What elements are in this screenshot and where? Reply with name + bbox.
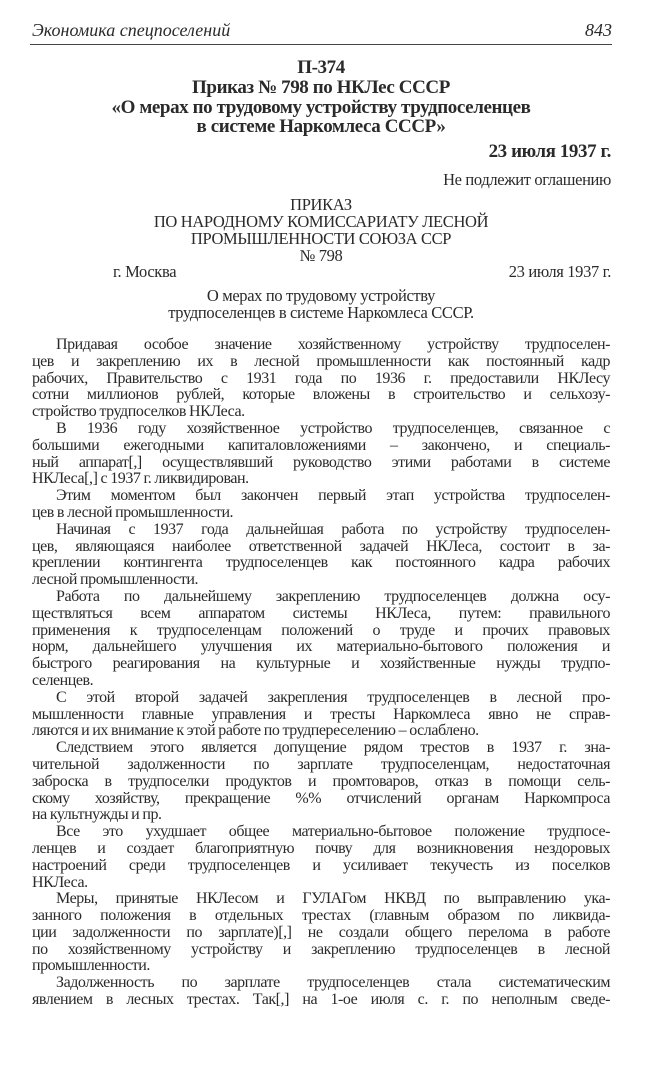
text-line: В 1936 году хозяйственное устройство трудпоселенцев, связанное с xyxy=(56,419,610,437)
paragraph xyxy=(32,690,610,740)
document-title-line: в системе Наркомлеса СССР» xyxy=(196,116,446,137)
order-subject-line: О мерах по трудовому устройству xyxy=(206,286,436,305)
paragraph xyxy=(32,522,610,589)
text-line: норм, дальнейшего улучшения их материально-бытового положения и xyxy=(32,638,610,656)
text-line: ляются и их внимание к этой работе по трудпереселению – ослаблено. xyxy=(32,722,479,740)
text-line: по хозяйственному устройству и закреплению трудпоселенцев в лесной xyxy=(32,940,610,958)
text-line: рабочих, Правительство с 1931 года по 1936 г. предоставили НКЛесу xyxy=(32,369,610,387)
text-line: быстрого реагирования на культурные и хозяйственные нужды трудпо- xyxy=(32,655,610,673)
text-line: на культнужды и пр. xyxy=(32,806,162,824)
paragraph xyxy=(32,740,610,824)
text-line: занного положения в отдельных трестах (главным образом по ликвида- xyxy=(32,907,610,925)
text-line: Придавая особое значение хозяйственному устройству трудпоселен- xyxy=(56,336,610,353)
text-line: цев и закреплению их в лесной промышленности как постоянный кадр xyxy=(32,352,610,370)
text-line: ленцев и создает благоприятную почву для возникновения нездоровых xyxy=(32,839,610,857)
order-place: г. Москва xyxy=(113,262,177,281)
paragraph xyxy=(32,421,610,488)
text-line: сотни миллионов рублей, которые вложены в строительство и сельхозу- xyxy=(32,386,610,404)
order-heading-line: ПРИКАЗ xyxy=(290,195,352,214)
classification-note: Не подлежит оглашению xyxy=(443,170,611,189)
text-line: Начиная с 1937 года дальнейшая работа по устройству трудпоселен- xyxy=(56,520,610,538)
text-line: явлением в лесных трестах. Так[,] на 1-ое июля с. г. по неполным сведе- xyxy=(32,991,610,1009)
text-line: Следствием этого является допущение рядом трестов в 1937 г. зна- xyxy=(56,739,610,757)
text-line: ный аппарат[,] осуществлявший руководство этими работами в системе xyxy=(32,453,610,471)
text-line: Задолженность по зарплате трудпоселенцев стала систематическим xyxy=(56,974,610,992)
text-line: заброска в трудпоселки продуктов и промтоваров, отказ в помощи сель- xyxy=(32,772,610,790)
order-subject-line: трудпоселенцев в системе Наркомлеса СССР. xyxy=(168,303,474,322)
order-heading-line: ПО НАРОДНОМУ КОМИССАРИАТУ ЛЕСНОЙ xyxy=(153,212,489,231)
running-head-title: Экономика спецпоселений xyxy=(32,20,231,40)
running-head xyxy=(30,20,612,45)
text-line: цев в лесной промышленности. xyxy=(32,503,234,521)
text-line: Работа по дальнейшему закреплению трудпоселенцев должна осу- xyxy=(56,587,610,605)
document-body xyxy=(32,337,610,1009)
paragraph xyxy=(32,891,610,975)
order-date: 23 июля 1937 г. xyxy=(508,262,611,281)
text-line: лесной промышленности. xyxy=(32,571,199,589)
text-line: НКЛеса[,] с 1937 г. ликвидирован. xyxy=(32,470,249,488)
text-line: чительной задолженности по зарплате трудпоселенцам, недостаточная xyxy=(32,755,610,773)
text-line: Этим моментом был закончен первый этап устройства трудпоселен- xyxy=(56,487,610,505)
text-line: большими ежегодными капиталовложениями – закончено, и специаль- xyxy=(32,436,610,454)
paragraph xyxy=(32,824,610,891)
document-title-line: «О мерах по трудовому устройству трудпоселенцев xyxy=(111,97,531,118)
text-line: настроений среди трудпоселенцев и усиливает текучесть из поселков xyxy=(32,856,610,874)
text-line: промышленности. xyxy=(32,957,150,975)
paragraph xyxy=(32,337,610,421)
document-date: 23 июля 1937 г. xyxy=(488,141,611,162)
text-line: цев, являющаяся наиболее ответственной задачей НКЛеса, состоит в за- xyxy=(32,537,610,555)
paragraph xyxy=(32,488,610,522)
text-line: креплении контингента трудпоселенцев как постоянного кадра рабочих xyxy=(32,554,610,572)
text-line: скому хозяйству, прекращение %% отчислений органам Наркомпроса xyxy=(32,789,610,807)
text-line: Все это ухудшает общее материально-бытовое положение трудпосе- xyxy=(56,823,610,841)
text-line: селенцев. xyxy=(32,671,94,689)
document-number: П-374 xyxy=(297,57,345,78)
order-heading-line: ПРОМЫШЛЕННОСТИ СОЮЗА ССР xyxy=(190,229,452,248)
text-line: ществляться всем аппаратом системы НКЛеса, путем: правильного xyxy=(32,604,610,622)
order-number: № 798 xyxy=(299,246,343,265)
paragraph xyxy=(32,975,610,1009)
text-line: С этой второй задачей закрепления трудпоселенцев в лесной про- xyxy=(56,688,610,706)
text-line: стройство трудпоселков НКЛеса. xyxy=(32,403,245,421)
text-line: применения к трудпоселенцам положений о труде и прочих правовых xyxy=(32,621,610,639)
text-line: ции задолженности по зарплате)[,] не создали общего перелома в работе xyxy=(32,923,610,941)
text-line: НКЛеса. xyxy=(32,873,88,891)
text-line: мышленности главные управления и тресты Наркомлеса явно не справ- xyxy=(32,705,610,723)
paragraph xyxy=(32,589,610,690)
page-number: 843 xyxy=(585,20,612,40)
text-line: Меры, принятые НКЛесом и ГУЛАГом НКВД по выправлению ука- xyxy=(56,890,610,908)
document-title-line: Приказ № 798 по НКЛес СССР xyxy=(192,77,450,98)
